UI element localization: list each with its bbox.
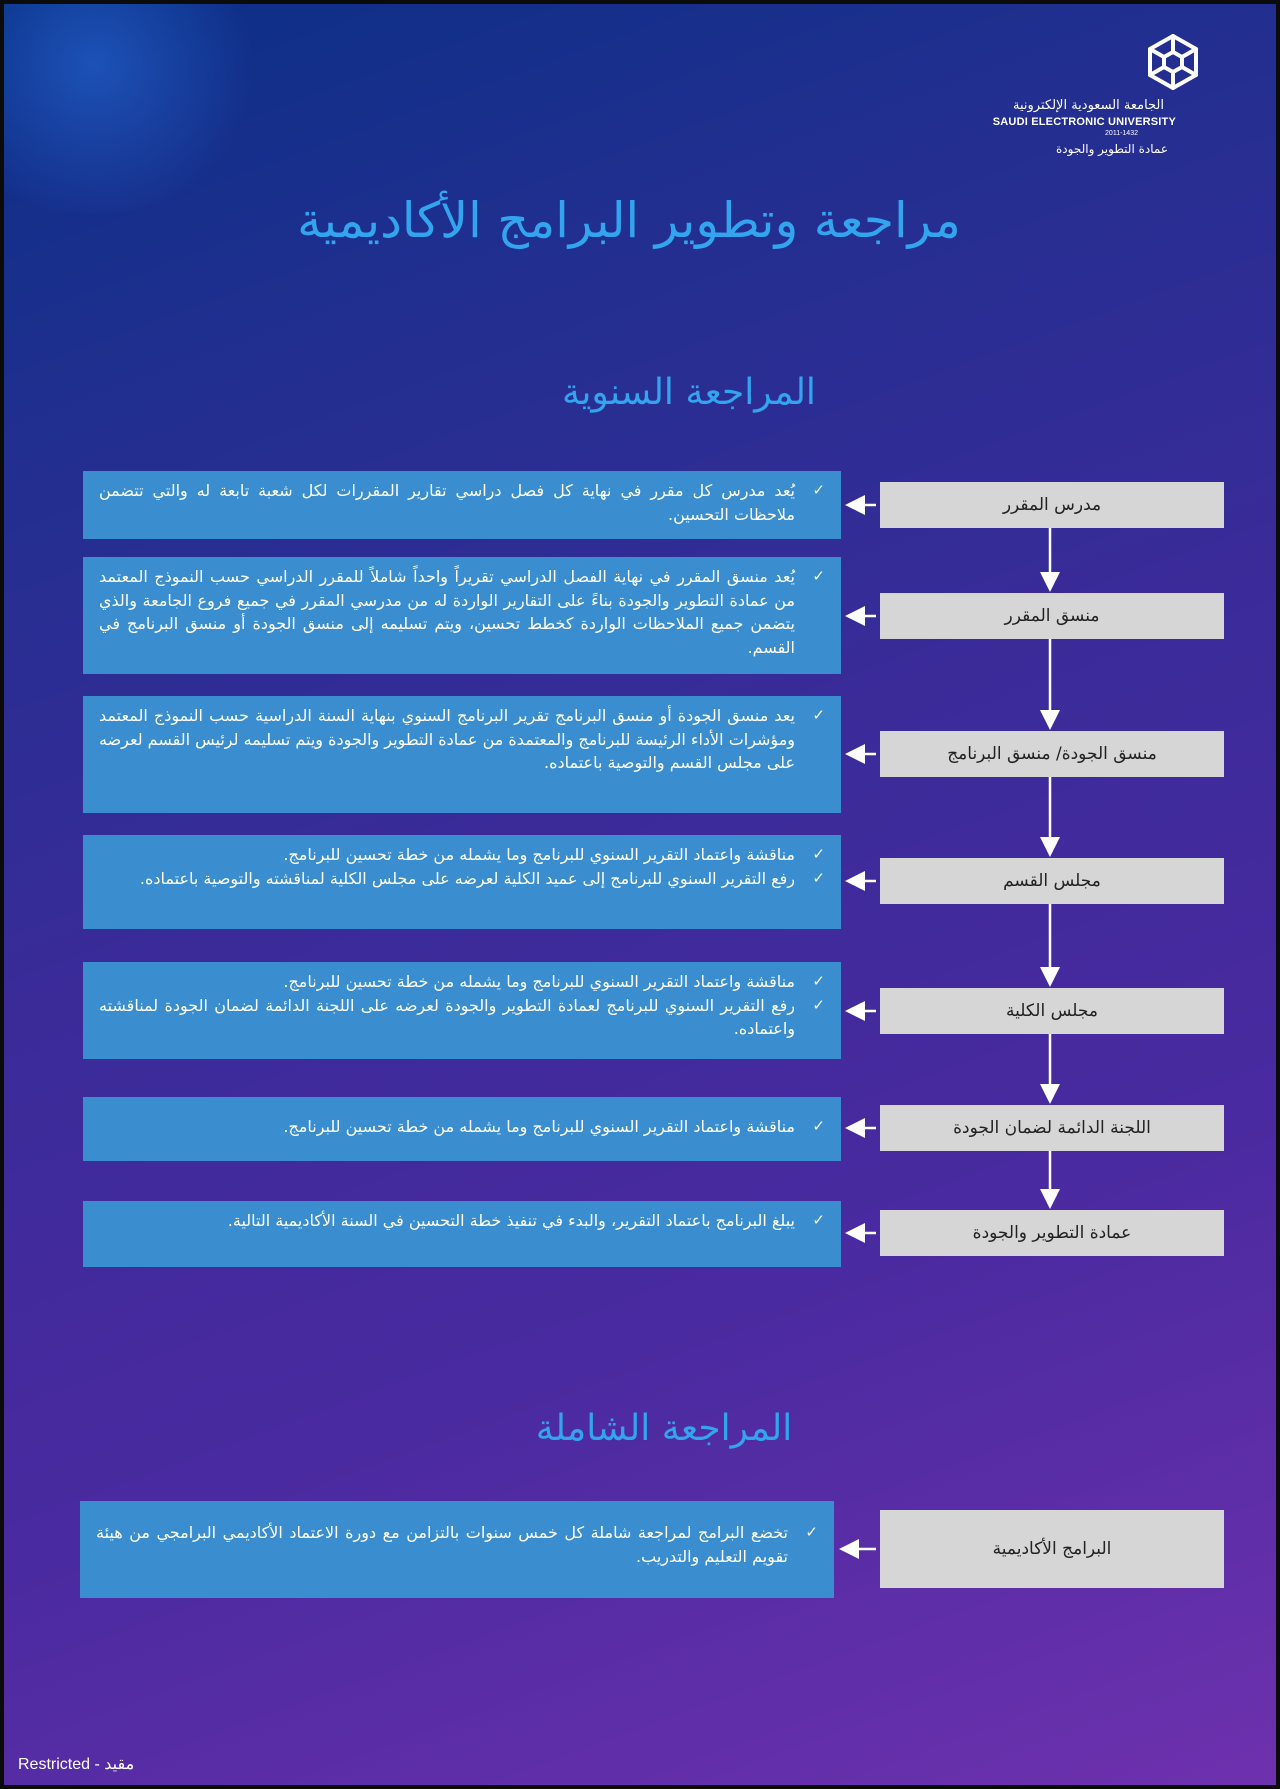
stage-box: اللجنة الدائمة لضمان الجودة <box>880 1105 1224 1151</box>
step-item: ✓ مناقشة واعتماد التقرير السنوي للبرنامج وما يشمله من خطة تحسين للبرنامج. <box>99 970 795 994</box>
stage-box: منسق المقرر <box>880 593 1224 639</box>
step-item: ✓ رفع التقرير السنوي للبرنامج إلى عميد الكلية لعرضه على مجلس الكلية لمناقشته والتوصية باعتماده. <box>99 867 795 891</box>
university-name-ar: الجامعة السعودية الإلكترونية <box>1013 98 1164 113</box>
step-item: ✓ تخضع البرامج لمراجعة شاملة كل خمس سنوات بالتزامن مع دورة الاعتماد الأكاديمي البرامجي من هيئة تقويم التعليم والتدريب. <box>96 1521 788 1568</box>
stage-box: مدرس المقرر <box>880 482 1224 528</box>
step-item: ✓ يُعد مدرس كل مقرر في نهاية كل فصل دراسي تقارير المقررات لكل شعبة تابعة له والتي تتضمن ملاحظات التحسين. <box>99 479 795 526</box>
step-item: ✓ مناقشة واعتماد التقرير السنوي للبرنامج وما يشمله من خطة تحسين للبرنامج. <box>99 843 795 867</box>
stage-box: البرامج الأكاديمية <box>880 1510 1224 1588</box>
annual-review-title: المراجعة السنوية <box>562 372 816 413</box>
stage-box: عمادة التطوير والجودة <box>880 1210 1224 1256</box>
page-title: مراجعة وتطوير البرامج الأكاديمية <box>297 192 961 249</box>
stage-box: مجلس الكلية <box>880 988 1224 1034</box>
step-item: ✓ مناقشة واعتماد التقرير السنوي للبرنامج وما يشمله من خطة تحسين للبرنامج. <box>99 1115 795 1139</box>
university-years: 2011-1432 <box>1105 130 1138 137</box>
stage-box: منسق الجودة/ منسق البرنامج <box>880 731 1224 777</box>
flow-connectors <box>4 4 1276 1785</box>
department-name: عمادة التطوير والجودة <box>1056 142 1168 156</box>
step-item: ✓ رفع التقرير السنوي للبرنامج لعمادة التطوير والجودة لعرضه على اللجنة الدائمة لضمان الجودة لمناقشته واعتماده. <box>99 994 795 1041</box>
step-item: ✓ يعد منسق الجودة أو منسق البرنامج تقرير البرنامج السنوي بنهاية السنة الدراسية حسب النموذج المعتمد ومؤشرات الأداء الرئيسة للبرنامج والمعتمدة من عمادة التطوير والجودة ويتم تسليمه لرئيس القسم لعرضه على مجلس القسم والتوصية باعتماده. <box>99 704 795 775</box>
restricted-footer: Restricted - مقيد <box>18 1756 135 1773</box>
step-item: ✓ يُعد منسق المقرر في نهاية الفصل الدراسي تقريراً واحداً شاملاً للمقرر الدراسي حسب النموذج المعتمد من عمادة التطوير والجودة بناءً على التقارير الواردة له من مدرسي المقرر في جميع فروع الجامعة والذي يتضمن جميع الملاحظات الواردة كخطط تحسين، ويتم تسليمه إلى منسق الجودة أو منسق البرنامج في القسم. <box>99 565 795 659</box>
comprehensive-review-title: المراجعة الشاملة <box>535 1408 793 1449</box>
step-item: ✓ يبلغ البرنامج باعتماد التقرير، والبدء في تنفيذ خطة التحسين في السنة الأكاديمية التالية. <box>99 1209 795 1233</box>
university-name-en: SAUDI ELECTRONIC UNIVERSITY <box>992 116 1176 128</box>
stage-box: مجلس القسم <box>880 858 1224 904</box>
